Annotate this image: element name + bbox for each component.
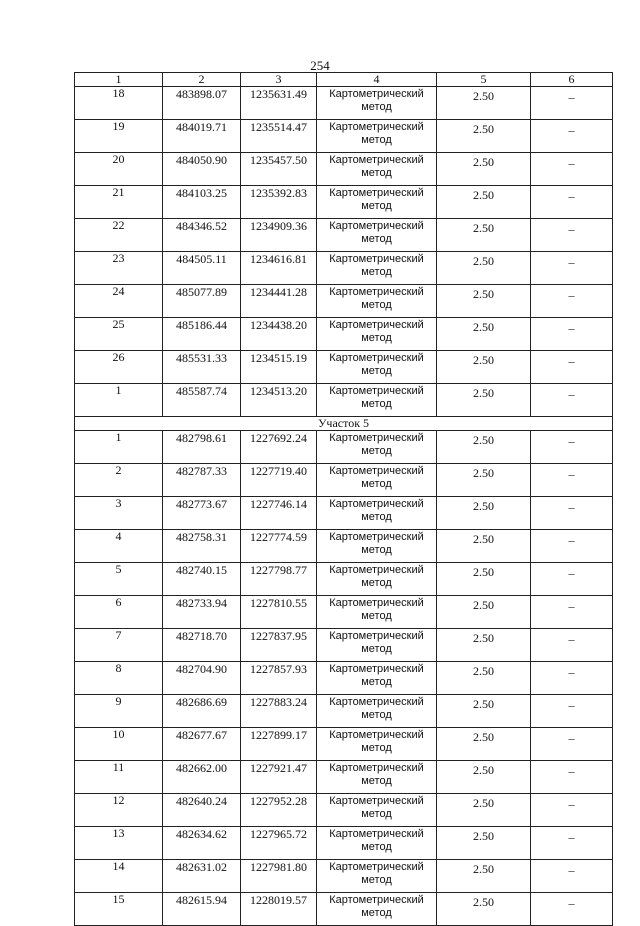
accuracy-value: 2.50 [437, 794, 531, 827]
point-number: 1 [75, 384, 163, 417]
note-value: – [531, 893, 613, 926]
point-number: 26 [75, 351, 163, 384]
note-value: – [531, 497, 613, 530]
point-number: 4 [75, 530, 163, 563]
x-coordinate: 482733.94 [163, 596, 241, 629]
x-coordinate: 482773.67 [163, 497, 241, 530]
note-value: – [531, 563, 613, 596]
determination-method: Картометрический метод [317, 431, 437, 464]
table-row [75, 219, 613, 252]
table-row [75, 87, 613, 120]
x-coordinate: 482740.15 [163, 563, 241, 596]
determination-method: Картометрический метод [317, 596, 437, 629]
note-value: – [531, 464, 613, 497]
note-value: – [531, 153, 613, 186]
point-number: 2 [75, 464, 163, 497]
x-coordinate: 482662.00 [163, 761, 241, 794]
determination-method: Картометрический метод [317, 827, 437, 860]
column-header: 5 [437, 73, 531, 87]
point-number: 6 [75, 596, 163, 629]
note-value: – [531, 662, 613, 695]
table-row [75, 530, 613, 563]
x-coordinate: 484505.11 [163, 252, 241, 285]
x-coordinate: 482798.61 [163, 431, 241, 464]
y-coordinate: 1227746.14 [241, 497, 317, 530]
accuracy-value: 2.50 [437, 351, 531, 384]
page-number: 254 [310, 58, 330, 73]
determination-method: Картометрический метод [317, 860, 437, 893]
y-coordinate: 1227952.28 [241, 794, 317, 827]
column-header: 3 [241, 73, 317, 87]
x-coordinate: 483898.07 [163, 87, 241, 120]
point-number: 13 [75, 827, 163, 860]
table-row [75, 728, 613, 761]
table-row [75, 563, 613, 596]
x-coordinate: 484103.25 [163, 186, 241, 219]
y-coordinate: 1227965.72 [241, 827, 317, 860]
x-coordinate: 482677.67 [163, 728, 241, 761]
column-header: 6 [531, 73, 613, 87]
table-row [75, 695, 613, 728]
x-coordinate: 482615.94 [163, 893, 241, 926]
table-row [75, 285, 613, 318]
x-coordinate: 482634.62 [163, 827, 241, 860]
note-value: – [531, 761, 613, 794]
accuracy-value: 2.50 [437, 153, 531, 186]
accuracy-value: 2.50 [437, 87, 531, 120]
table-row [75, 860, 613, 893]
determination-method: Картометрический метод [317, 563, 437, 596]
determination-method: Картометрический метод [317, 530, 437, 563]
table-row [75, 497, 613, 530]
y-coordinate: 1234441.28 [241, 285, 317, 318]
note-value: – [531, 530, 613, 563]
section-label: Участок 5 [75, 417, 613, 431]
table-row [75, 186, 613, 219]
point-number: 25 [75, 318, 163, 351]
x-coordinate: 482718.70 [163, 629, 241, 662]
y-coordinate: 1234909.36 [241, 219, 317, 252]
x-coordinate: 484019.71 [163, 120, 241, 153]
accuracy-value: 2.50 [437, 629, 531, 662]
determination-method: Картометрический метод [317, 318, 437, 351]
determination-method: Картометрический метод [317, 464, 437, 497]
determination-method: Картометрический метод [317, 351, 437, 384]
accuracy-value: 2.50 [437, 431, 531, 464]
y-coordinate: 1227837.95 [241, 629, 317, 662]
y-coordinate: 1234515.19 [241, 351, 317, 384]
table-row [75, 384, 613, 417]
accuracy-value: 2.50 [437, 662, 531, 695]
x-coordinate: 485531.33 [163, 351, 241, 384]
table-row [75, 761, 613, 794]
point-number: 7 [75, 629, 163, 662]
y-coordinate: 1234438.20 [241, 318, 317, 351]
accuracy-value: 2.50 [437, 596, 531, 629]
table-row [75, 893, 613, 926]
determination-method: Картометрический метод [317, 120, 437, 153]
note-value: – [531, 860, 613, 893]
point-number: 21 [75, 186, 163, 219]
determination-method: Картометрический метод [317, 794, 437, 827]
column-number-header-row [75, 73, 613, 87]
determination-method: Картометрический метод [317, 219, 437, 252]
note-value: – [531, 728, 613, 761]
determination-method: Картометрический метод [317, 497, 437, 530]
y-coordinate: 1227921.47 [241, 761, 317, 794]
determination-method: Картометрический метод [317, 662, 437, 695]
table-row [75, 629, 613, 662]
accuracy-value: 2.50 [437, 497, 531, 530]
y-coordinate: 1227719.40 [241, 464, 317, 497]
note-value: – [531, 794, 613, 827]
y-coordinate: 1227857.93 [241, 662, 317, 695]
y-coordinate: 1227774.59 [241, 530, 317, 563]
determination-method: Картометрический метод [317, 384, 437, 417]
accuracy-value: 2.50 [437, 695, 531, 728]
point-number: 15 [75, 893, 163, 926]
point-number: 8 [75, 662, 163, 695]
point-number: 22 [75, 219, 163, 252]
x-coordinate: 485077.89 [163, 285, 241, 318]
determination-method: Картометрический метод [317, 728, 437, 761]
y-coordinate: 1227810.55 [241, 596, 317, 629]
y-coordinate: 1227981.80 [241, 860, 317, 893]
x-coordinate: 485587.74 [163, 384, 241, 417]
point-number: 12 [75, 794, 163, 827]
note-value: – [531, 596, 613, 629]
table-row [75, 827, 613, 860]
note-value: – [531, 120, 613, 153]
point-number: 14 [75, 860, 163, 893]
x-coordinate: 482640.24 [163, 794, 241, 827]
x-coordinate: 482704.90 [163, 662, 241, 695]
point-number: 18 [75, 87, 163, 120]
table-row [75, 431, 613, 464]
x-coordinate: 482758.31 [163, 530, 241, 563]
point-number: 3 [75, 497, 163, 530]
accuracy-value: 2.50 [437, 860, 531, 893]
accuracy-value: 2.50 [437, 252, 531, 285]
note-value: – [531, 629, 613, 662]
determination-method: Картометрический метод [317, 186, 437, 219]
note-value: – [531, 186, 613, 219]
accuracy-value: 2.50 [437, 285, 531, 318]
point-number: 20 [75, 153, 163, 186]
table-row [75, 596, 613, 629]
determination-method: Картометрический метод [317, 252, 437, 285]
accuracy-value: 2.50 [437, 384, 531, 417]
column-header: 4 [317, 73, 437, 87]
y-coordinate: 1234616.81 [241, 252, 317, 285]
x-coordinate: 482631.02 [163, 860, 241, 893]
table-row [75, 153, 613, 186]
point-number: 11 [75, 761, 163, 794]
y-coordinate: 1235631.49 [241, 87, 317, 120]
note-value: – [531, 87, 613, 120]
accuracy-value: 2.50 [437, 219, 531, 252]
point-number: 5 [75, 563, 163, 596]
accuracy-value: 2.50 [437, 728, 531, 761]
y-coordinate: 1228019.57 [241, 893, 317, 926]
table-row [75, 794, 613, 827]
point-number: 9 [75, 695, 163, 728]
note-value: – [531, 695, 613, 728]
column-header: 1 [75, 73, 163, 87]
point-number: 1 [75, 431, 163, 464]
accuracy-value: 2.50 [437, 827, 531, 860]
note-value: – [531, 384, 613, 417]
determination-method: Картометрический метод [317, 695, 437, 728]
y-coordinate: 1235392.83 [241, 186, 317, 219]
y-coordinate: 1227692.24 [241, 431, 317, 464]
table-row [75, 464, 613, 497]
accuracy-value: 2.50 [437, 530, 531, 563]
note-value: – [531, 219, 613, 252]
y-coordinate: 1234513.20 [241, 384, 317, 417]
table-row [75, 351, 613, 384]
accuracy-value: 2.50 [437, 893, 531, 926]
accuracy-value: 2.50 [437, 120, 531, 153]
point-number: 23 [75, 252, 163, 285]
accuracy-value: 2.50 [437, 186, 531, 219]
note-value: – [531, 431, 613, 464]
point-number: 19 [75, 120, 163, 153]
x-coordinate: 485186.44 [163, 318, 241, 351]
determination-method: Картометрический метод [317, 153, 437, 186]
determination-method: Картометрический метод [317, 87, 437, 120]
accuracy-value: 2.50 [437, 761, 531, 794]
x-coordinate: 482686.69 [163, 695, 241, 728]
determination-method: Картометрический метод [317, 285, 437, 318]
note-value: – [531, 285, 613, 318]
y-coordinate: 1235514.47 [241, 120, 317, 153]
accuracy-value: 2.50 [437, 318, 531, 351]
note-value: – [531, 252, 613, 285]
y-coordinate: 1227899.17 [241, 728, 317, 761]
column-header: 2 [163, 73, 241, 87]
x-coordinate: 484050.90 [163, 153, 241, 186]
table-row [75, 662, 613, 695]
point-number: 24 [75, 285, 163, 318]
accuracy-value: 2.50 [437, 464, 531, 497]
note-value: – [531, 827, 613, 860]
determination-method: Картометрический метод [317, 893, 437, 926]
accuracy-value: 2.50 [437, 563, 531, 596]
note-value: – [531, 351, 613, 384]
determination-method: Картометрический метод [317, 761, 437, 794]
point-number: 10 [75, 728, 163, 761]
note-value: – [531, 318, 613, 351]
x-coordinate: 482787.33 [163, 464, 241, 497]
determination-method: Картометрический метод [317, 629, 437, 662]
table-row [75, 318, 613, 351]
y-coordinate: 1235457.50 [241, 153, 317, 186]
x-coordinate: 484346.52 [163, 219, 241, 252]
y-coordinate: 1227883.24 [241, 695, 317, 728]
section-row [75, 417, 613, 431]
table-row [75, 120, 613, 153]
coordinates-table [74, 72, 613, 926]
y-coordinate: 1227798.77 [241, 563, 317, 596]
table-row [75, 252, 613, 285]
